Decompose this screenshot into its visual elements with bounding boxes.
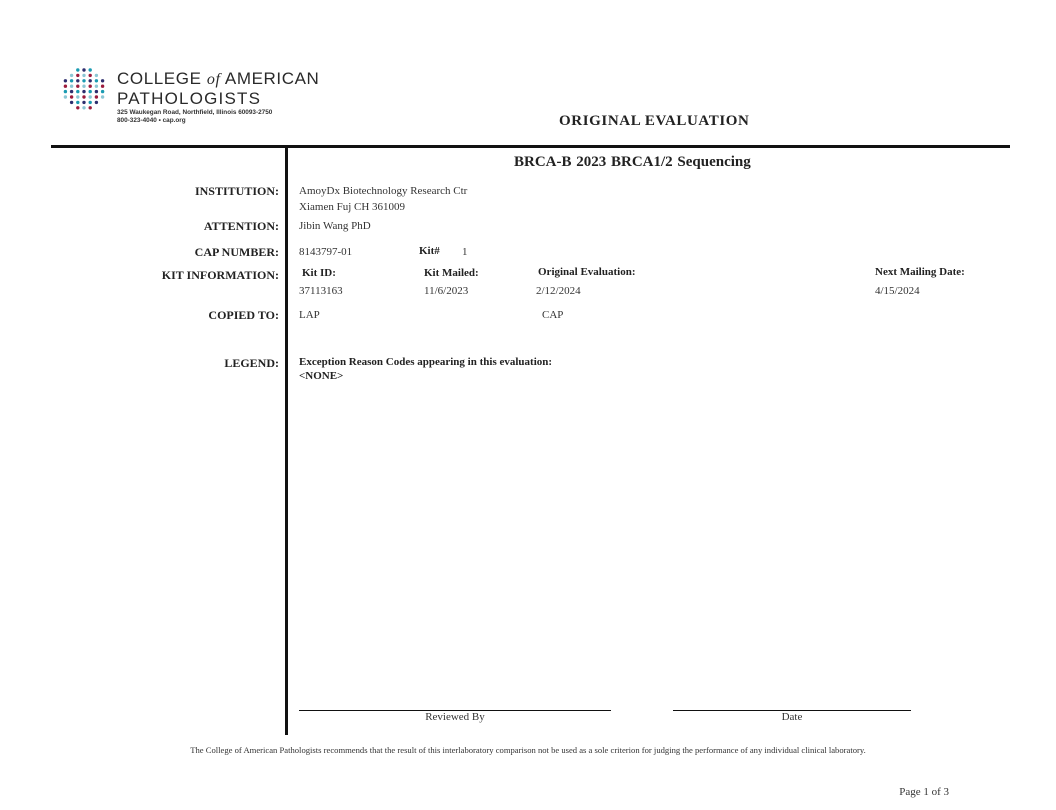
logo-dot bbox=[82, 95, 85, 98]
kit-mailed-header: Kit Mailed: bbox=[424, 267, 479, 279]
logo-dot bbox=[101, 90, 104, 93]
logo-dot bbox=[89, 74, 92, 77]
logo-dot bbox=[89, 101, 92, 104]
logo-dot bbox=[76, 90, 79, 93]
institution-label: INSTITUTION: bbox=[194, 184, 279, 198]
cap-number-label: CAP NUMBER: bbox=[194, 245, 279, 259]
logo-dot bbox=[89, 85, 92, 88]
logo-dot bbox=[64, 90, 67, 93]
institution-location: Xiamen Fuj CH 361009 bbox=[299, 201, 406, 213]
reviewed-by-caption: Reviewed By bbox=[425, 711, 485, 723]
logo-dot bbox=[82, 85, 85, 88]
logo-dot bbox=[82, 106, 85, 109]
copied-to-value: CAP bbox=[542, 309, 564, 321]
page-number: Page 1 of 3 bbox=[899, 786, 949, 798]
logo-dot bbox=[82, 90, 85, 93]
logo-dot bbox=[64, 79, 67, 82]
logo-org-name-line2: PATHOLOGISTS bbox=[117, 89, 262, 108]
logo-dot bbox=[82, 79, 85, 82]
date-caption: Date bbox=[781, 711, 803, 723]
logo-dot bbox=[76, 79, 79, 82]
logo-dot bbox=[64, 85, 67, 88]
logo-dot bbox=[95, 101, 98, 104]
document-title: ORIGINAL EVALUATION bbox=[559, 113, 750, 129]
logo-org-name-line1: COLLEGE of AMERICAN bbox=[117, 69, 320, 88]
column-divider bbox=[285, 147, 288, 735]
disclaimer: The College of American Pathologists recommends that the result of this interlaboratory comparison not be used as a sole criterion for judging the performance of any individual clinical laboratory. bbox=[190, 745, 866, 755]
program-title: BRCA-B 2023 BRCA1/2 Sequencing bbox=[514, 154, 751, 170]
logo-dot bbox=[95, 95, 98, 98]
logo-dot bbox=[82, 74, 85, 77]
kit-id-header: Kit ID: bbox=[302, 267, 336, 279]
next-mailing-date-header: Next Mailing Date: bbox=[875, 266, 965, 278]
next-mailing-date-value: 4/15/2024 bbox=[875, 285, 920, 297]
logo-dot bbox=[76, 74, 79, 77]
logo-dot bbox=[89, 106, 92, 109]
copied-to-value: LAP bbox=[299, 309, 320, 321]
kit-information-label: KIT INFORMATION: bbox=[161, 268, 279, 282]
original-evaluation-value: 2/12/2024 bbox=[536, 285, 581, 297]
header-divider bbox=[51, 145, 1010, 148]
logo-dot bbox=[95, 79, 98, 82]
logo-dot bbox=[101, 79, 104, 82]
logo-dot bbox=[70, 74, 73, 77]
logo-dot bbox=[95, 85, 98, 88]
kit-id-value: 37113163 bbox=[299, 285, 343, 297]
attention-value: Jibin Wang PhD bbox=[299, 220, 371, 232]
logo-dot bbox=[64, 95, 67, 98]
logo-dot bbox=[76, 68, 79, 71]
original-evaluation-header: Original Evaluation: bbox=[538, 266, 636, 278]
logo-dot bbox=[89, 90, 92, 93]
logo-dot bbox=[101, 95, 104, 98]
logo-address: 325 Waukegan Road, Northfield, Illinois 60093-2750 bbox=[117, 109, 273, 116]
logo-dot bbox=[89, 95, 92, 98]
institution-name: AmoyDx Biotechnology Research Ctr bbox=[299, 185, 468, 197]
logo-dot bbox=[76, 95, 79, 98]
logo-dot bbox=[82, 68, 85, 71]
legend-heading: Exception Reason Codes appearing in this evaluation: bbox=[299, 356, 553, 368]
logo-dot bbox=[89, 79, 92, 82]
legend-codes: <NONE> bbox=[299, 370, 344, 382]
logo-dot bbox=[70, 79, 73, 82]
legend-label: LEGEND: bbox=[224, 356, 279, 370]
logo-dot bbox=[76, 85, 79, 88]
logo-dot bbox=[76, 106, 79, 109]
logo-dot bbox=[101, 85, 104, 88]
logo-dot bbox=[89, 68, 92, 71]
logo-dot bbox=[95, 74, 98, 77]
kit-mailed-value: 11/6/2023 bbox=[424, 285, 469, 297]
logo-phone-web: 800-323-4040 • cap.org bbox=[117, 117, 186, 124]
logo-dot bbox=[95, 90, 98, 93]
kit-number-value: 1 bbox=[462, 246, 468, 258]
cap-logo-icon bbox=[58, 66, 110, 112]
logo-dot bbox=[70, 95, 73, 98]
logo-dot bbox=[82, 101, 85, 104]
kit-number-label: Kit# bbox=[419, 245, 440, 257]
logo-dot bbox=[70, 85, 73, 88]
copied-to-label: COPIED TO: bbox=[208, 308, 279, 322]
cap-number-value: 8143797-01 bbox=[299, 246, 353, 258]
attention-label: ATTENTION: bbox=[203, 219, 279, 233]
logo-dot bbox=[76, 101, 79, 104]
logo-dot bbox=[70, 101, 73, 104]
logo-dot bbox=[70, 90, 73, 93]
